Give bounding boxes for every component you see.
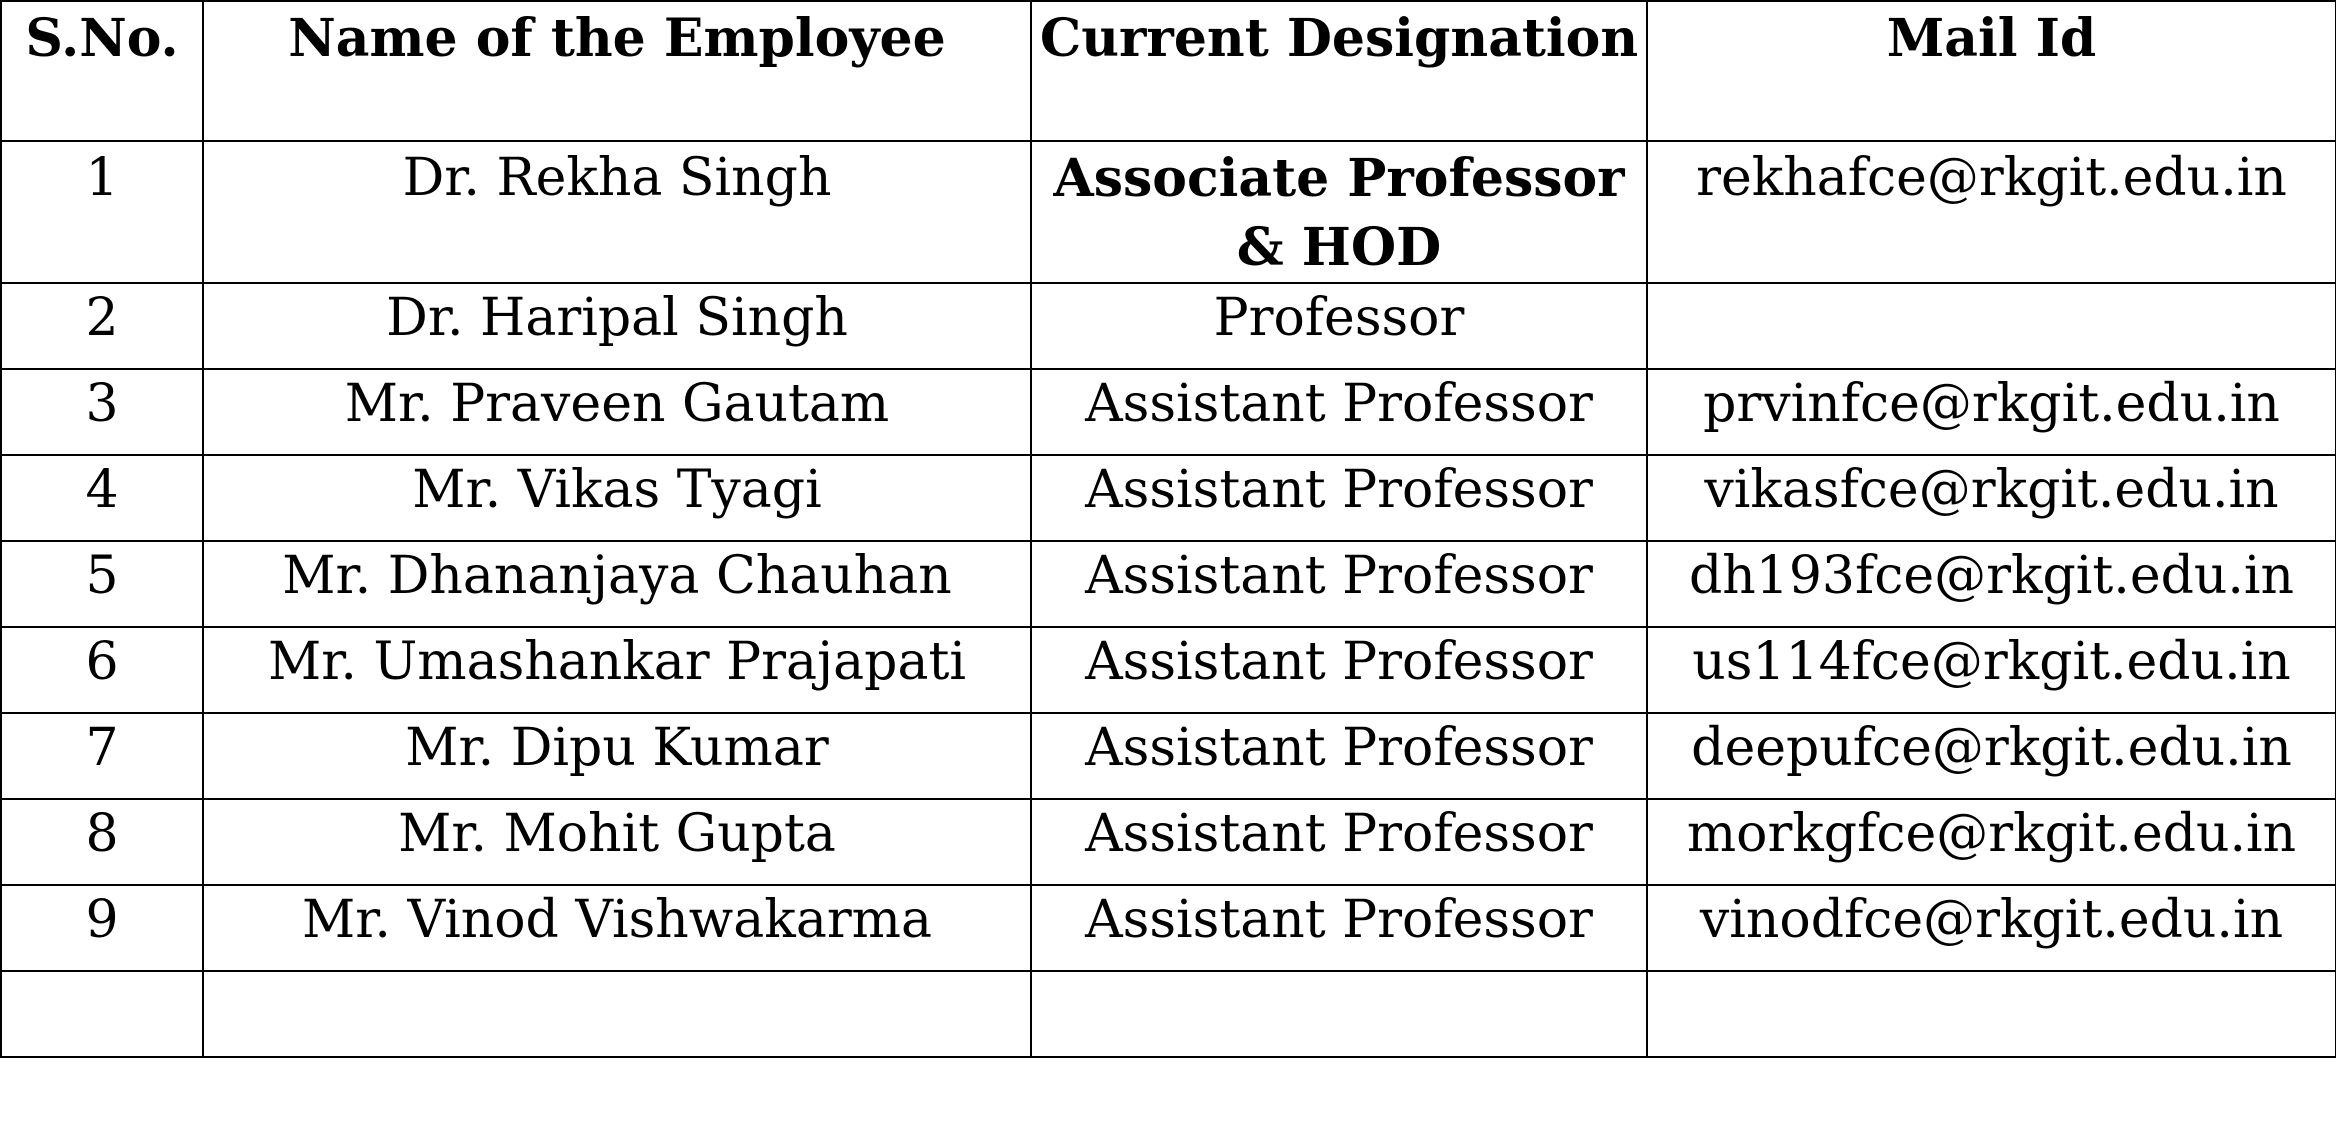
cell-designation: Assistant Professor bbox=[1031, 541, 1647, 627]
table-row bbox=[1, 799, 2336, 885]
cell-sno: 8 bbox=[1, 799, 203, 885]
cell-employee-name: Mr. Vikas Tyagi bbox=[203, 455, 1031, 541]
table-row bbox=[1, 455, 2336, 541]
table-row bbox=[1, 713, 2336, 799]
cell-sno: 6 bbox=[1, 627, 203, 713]
cell-employee-name: Mr. Umashankar Prajapati bbox=[203, 627, 1031, 713]
table-header-row bbox=[1, 1, 2336, 141]
header-employee-name: Name of the Employee bbox=[203, 1, 1031, 141]
cell-designation: Assistant Professor bbox=[1031, 885, 1647, 971]
cell-sno: 7 bbox=[1, 713, 203, 799]
cell-designation: Assistant Professor bbox=[1031, 455, 1647, 541]
cell-designation: Assistant Professor bbox=[1031, 369, 1647, 455]
cell-employee-name: Mr. Mohit Gupta bbox=[203, 799, 1031, 885]
table-row bbox=[1, 627, 2336, 713]
cell-mail-id: deepufce@rkgit.edu.in bbox=[1647, 713, 2336, 799]
cell-designation: Assistant Professor bbox=[1031, 799, 1647, 885]
cell-sno: 5 bbox=[1, 541, 203, 627]
header-mail-id: Mail Id bbox=[1647, 1, 2336, 141]
cell-mail-id: vinodfce@rkgit.edu.in bbox=[1647, 885, 2336, 971]
cell-employee-name: Dr. Rekha Singh bbox=[203, 141, 1031, 283]
cell-mail-id: us114fce@rkgit.edu.in bbox=[1647, 627, 2336, 713]
cell-employee-name: Mr. Vinod Vishwakarma bbox=[203, 885, 1031, 971]
cell-employee-name bbox=[203, 971, 1031, 1057]
cell-sno: 3 bbox=[1, 369, 203, 455]
cell-mail-id: prvinfce@rkgit.edu.in bbox=[1647, 369, 2336, 455]
cell-sno: 2 bbox=[1, 283, 203, 369]
cell-mail-id: vikasfce@rkgit.edu.in bbox=[1647, 455, 2336, 541]
cell-sno bbox=[1, 971, 203, 1057]
cell-mail-id: dh193fce@rkgit.edu.in bbox=[1647, 541, 2336, 627]
cell-sno: 4 bbox=[1, 455, 203, 541]
cell-employee-name: Dr. Haripal Singh bbox=[203, 283, 1031, 369]
cell-employee-name: Mr. Praveen Gautam bbox=[203, 369, 1031, 455]
cell-employee-name: Mr. Dhananjaya Chauhan bbox=[203, 541, 1031, 627]
header-sno: S.No. bbox=[1, 1, 203, 141]
cell-mail-id: rekhafce@rkgit.edu.in bbox=[1647, 141, 2336, 283]
table-row bbox=[1, 369, 2336, 455]
cell-employee-name: Mr. Dipu Kumar bbox=[203, 713, 1031, 799]
cell-mail-id: morkgfce@rkgit.edu.in bbox=[1647, 799, 2336, 885]
cell-mail-id bbox=[1647, 283, 2336, 369]
cell-sno: 1 bbox=[1, 141, 203, 283]
header-designation: Current Designation bbox=[1031, 1, 1647, 141]
cell-mail-id bbox=[1647, 971, 2336, 1057]
cell-sno: 9 bbox=[1, 885, 203, 971]
cell-designation: Professor bbox=[1031, 283, 1647, 369]
cell-designation: Associate Professor & HOD bbox=[1031, 141, 1647, 283]
table-row-empty bbox=[1, 971, 2336, 1057]
table-row bbox=[1, 885, 2336, 971]
cell-designation bbox=[1031, 971, 1647, 1057]
cell-designation: Assistant Professor bbox=[1031, 713, 1647, 799]
table-row bbox=[1, 141, 2336, 283]
cell-designation: Assistant Professor bbox=[1031, 627, 1647, 713]
table-row bbox=[1, 541, 2336, 627]
table-row bbox=[1, 283, 2336, 369]
